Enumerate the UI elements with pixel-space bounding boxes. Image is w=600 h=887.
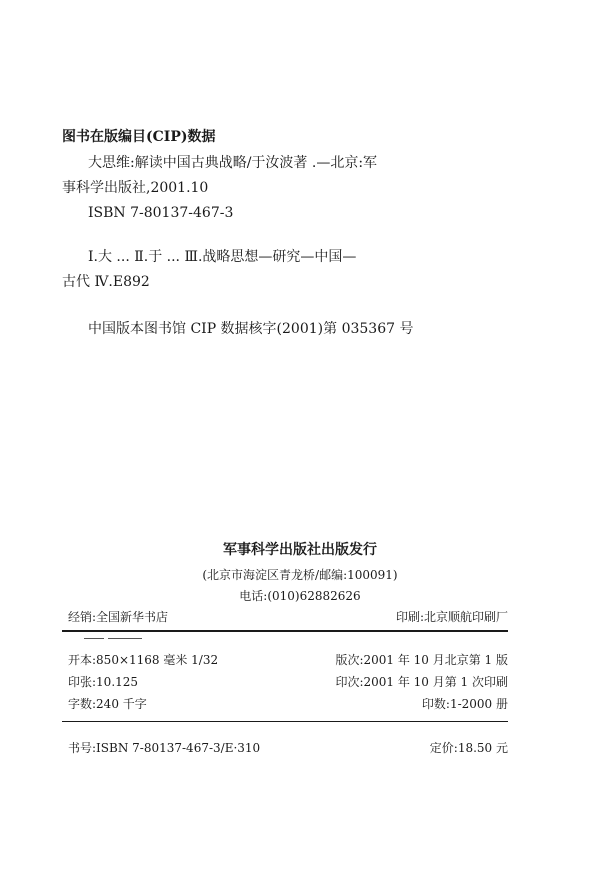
cip-subject-line-2: 古代 Ⅳ.E892: [62, 274, 150, 290]
publisher-address: (北京市海淀区青龙桥/邮编:100091): [202, 568, 398, 582]
divider-rule-bottom: [62, 721, 508, 722]
printer: 印刷:北京顺航印刷厂: [395, 610, 508, 624]
cip-heading: 图书在版编目(CIP)数据: [62, 129, 216, 145]
price: 定价:18.50 元: [429, 741, 508, 755]
print-run: 印数:1-2000 册: [421, 697, 508, 711]
divider-mark: [108, 638, 142, 639]
cip-publisher-line: 事科学出版社,2001.10: [62, 180, 209, 196]
book-number: 书号:ISBN 7-80137-467-3/E·310: [68, 741, 261, 755]
divider-mark: [84, 638, 104, 639]
cip-record-number: 中国版本图书馆 CIP 数据核字(2001)第 035367 号: [88, 321, 414, 337]
publisher-name: 军事科学出版社出版发行: [223, 542, 377, 558]
book-format: 开本:850×1168 毫米 1/32: [68, 653, 219, 667]
cip-subject-line-1: Ⅰ.大 ... Ⅱ.于 ... Ⅲ.战略思想—研究—中国—: [88, 249, 357, 265]
publisher-phone: 电话:(010)62882626: [239, 589, 361, 603]
word-count: 字数:240 千字: [68, 697, 147, 711]
printing: 印次:2001 年 10 月第 1 次印刷: [335, 675, 508, 689]
cip-title-line: 大思维:解读中国古典战略/于汝波著 .—北京:军: [88, 155, 378, 171]
divider-rule-top: [62, 630, 508, 632]
cip-isbn-line: ISBN 7-80137-467-3: [88, 205, 234, 221]
distributor: 经销:全国新华书店: [68, 610, 169, 624]
edition: 版次:2001 年 10 月北京第 1 版: [335, 653, 508, 667]
print-sheets: 印张:10.125: [68, 675, 139, 689]
